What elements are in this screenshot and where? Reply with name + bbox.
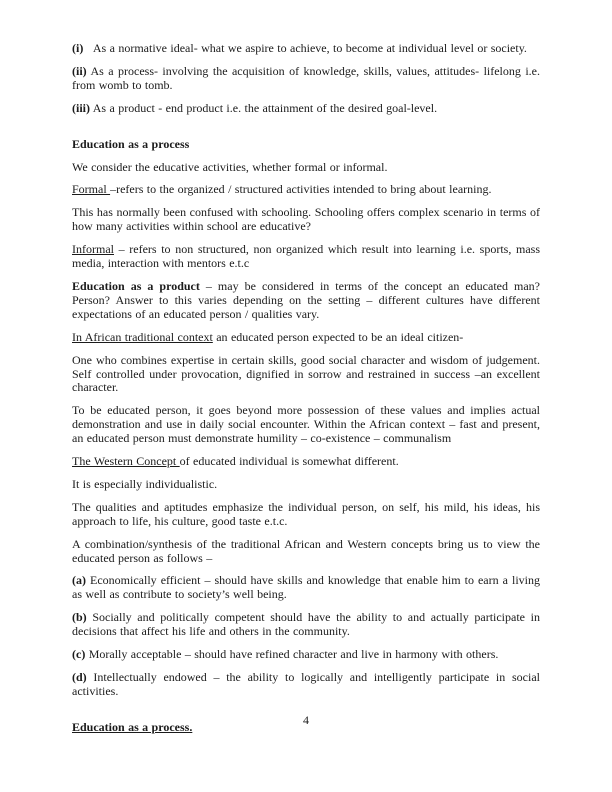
text-run: Education as a process [72,136,190,151]
text-run: – refers to non structured, non organized which result into learning i.e. sports, mass media, interaction with mentors e.t.c [72,242,540,271]
text-run: As a process- involving the acquisition of knowledge, skills, values, attitudes- lifelong i.e. from womb to tomb. [72,63,540,92]
paragraph [72,574,540,602]
text-run: Socially and politically competent should have the ability to and actually participate in decisions that affect his life and others in the community. [72,610,540,639]
text-run: It is especially individualistic. [72,476,218,491]
text-run: (a) [72,573,86,588]
text-run: We consider the educative activities, whether formal or informal. [72,159,388,174]
text-run: As a normative ideal- what we aspire to achieve, to become at individual level or society. [83,41,527,55]
text-run: (i) [72,41,84,55]
text-run: – may be considered in terms of the concept an educated man? Person? Answer to this varies depending on the setting – different cultures have different expectations of an educated person / qualities vary. [72,278,540,321]
paragraph [72,280,540,322]
document-body [72,42,540,735]
text-run: To be educated person, it goes beyond more possession of these values and implies actual demonstration and use in daily social encounter. Within the African context – fast and present, an educated person must demonstrate humility – co-existence – communalism [72,403,540,446]
text-run: In African traditional context [72,329,213,344]
text-run: (b) [72,610,87,625]
text-run: As a product - end product i.e. the attainment of the desired goal-level. [90,100,438,115]
text-run: The qualities and aptitudes emphasize the individual person, on self, his mild, his ideas, his approach to life, his culture, good taste e.t.c. [72,499,540,528]
paragraph [72,538,540,566]
text-run: Informal [72,242,114,257]
text-run: (ii) [72,63,87,78]
text-run: (iii) [72,100,90,115]
text-run: (d) [72,670,87,684]
text-run: One who combines expertise in certain skills, good social character and wisdom of judgement. Self controlled under provocation, dignified in sorrow and restrained in success –an excellent character. [72,352,540,395]
paragraph [72,455,540,469]
text-run: The Western Concept [72,454,180,469]
text-run: an educated person expected to be an ideal citizen- [212,329,464,344]
text-run: Morally acceptable – should have refined character and live in harmony with others. [85,647,499,662]
text-run: (c) [72,647,86,662]
paragraph [72,161,540,175]
text-run: Formal [72,182,111,197]
text-run: Intellectually endowed – the ability to logically and intelligently participate in social activities. [72,670,540,698]
paragraph [72,671,540,699]
paragraph [72,354,540,396]
paragraph [72,206,540,234]
text-run: A combination/synthesis of the traditional African and Western concepts bring us to view the educated person as follows – [72,536,540,565]
paragraph [72,648,540,662]
section-heading [72,138,540,152]
text-run: Education as a process. [72,719,193,734]
paragraph [72,183,540,197]
paragraph [72,42,540,56]
paragraph [72,243,540,271]
paragraph [72,102,540,116]
text-run: Economically efficient – should have skills and knowledge that enable him to earn a living as well as contribute to society’s well being. [72,573,540,602]
paragraph [72,611,540,639]
paragraph [72,65,540,93]
paragraph [72,478,540,492]
page-footer [0,711,612,729]
text-run: This has normally been confused with schooling. Schooling offers complex scenario in terms of how many activities within school are educative? [72,205,540,234]
text-run: of educated individual is somewhat different. [179,454,399,469]
paragraph [72,404,540,446]
paragraph [72,331,540,345]
paragraph [72,501,540,529]
text-run: Education as a product [72,278,200,293]
page-number: 4 [303,713,309,727]
text-run: –refers to the organized / structured activities intended to bring about learning. [110,182,492,197]
